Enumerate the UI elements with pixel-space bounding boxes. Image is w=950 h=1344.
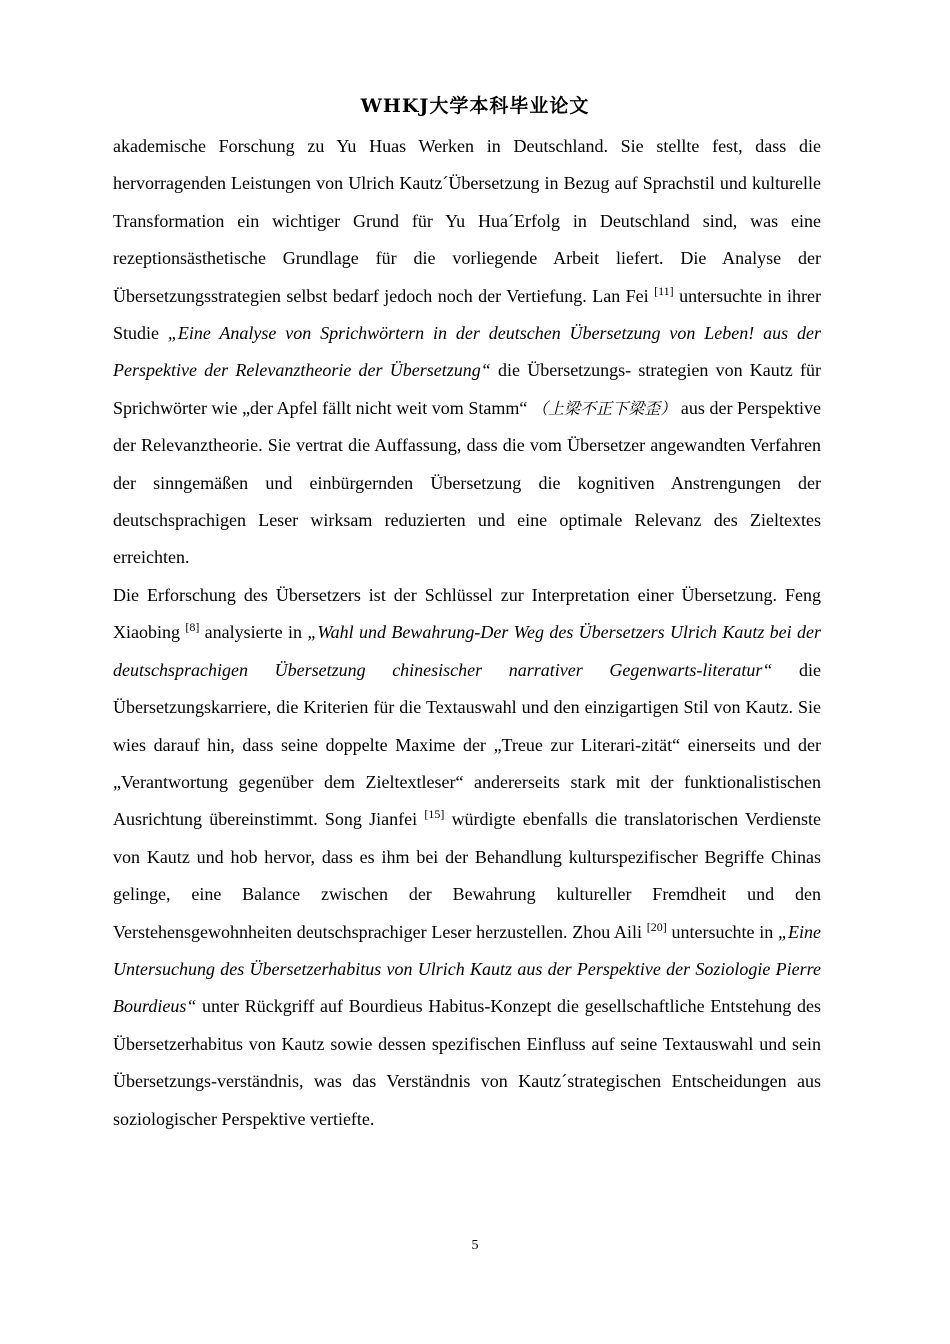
citation: [11] bbox=[654, 283, 674, 298]
citation: [8] bbox=[185, 620, 200, 635]
chinese-proverb: （上梁不正下梁歪） bbox=[531, 398, 677, 418]
text-segment: die Übersetzungs- strategien von Kautz für Sprichwörter wie „der Apfel fällt nicht weit vom Stamm“ bbox=[113, 360, 821, 418]
italic-title: „Wahl und Bewahrung-Der Weg des Übersetzers Ulrich Kautz bei der deutschsprachigen Übersetzung chinesischer narrativer Gegenwarts-literatur“ bbox=[113, 622, 821, 680]
paragraph-2 bbox=[113, 577, 821, 1138]
text-segment: unter Rückgriff auf Bourdieus Habitus-Konzept die gesellschaftliche Entstehung des Übersetzerhabitus von Kautz sowie dessen spezifischen Einfluss auf seine Textauswahl und sein Übersetzungs-verständnis, was das Verständnis von Kautz´strategischen Entscheidungen aus soziologischer Perspektive vertiefte. bbox=[113, 996, 821, 1129]
body-text bbox=[113, 128, 821, 1138]
text-segment: untersuchte in bbox=[666, 921, 778, 942]
text-segment: analysierte in bbox=[199, 622, 308, 643]
italic-title: „Eine Untersuchung des Übersetzerhabitus von Ulrich Kautz aus der Perspektive der Soziologie Pierre Bourdieus“ bbox=[113, 921, 821, 1017]
page-number: 5 bbox=[471, 1238, 479, 1253]
text-segment: akademische Forschung zu Yu Huas Werken in Deutschland. Sie stellte fest, dass die hervorragenden Leistungen von Ulrich Kautz´Übersetzung in Bezug auf Sprachstil und kulturelle Transformation ein wichtiger Grund für Yu Hua´Erfolg in Deutschland sind, was eine rezeptionsästhetische Grundlage für die vorliegende Arbeit liefert. Die Analyse der Übersetzungsstrategien selbst bedarf jedoch noch der Vertiefung. Lan Fei bbox=[113, 136, 821, 306]
text-segment: untersuchte in ihrer Studie bbox=[113, 285, 821, 344]
page-header-title: WHKJ大学本科毕业论文 bbox=[360, 95, 590, 117]
italic-title: „Eine Analyse von Sprichwörtern in der deutschen Übersetzung von Leben! aus der Perspektive der Relevanztheorie der Übersetzung“ bbox=[113, 323, 821, 381]
text-segment: würdigte ebenfalls die translatorischen Verdienste von Kautz und hob hervor, dass es ihm bei der Behandlung kulturspezifischer Begriffe Chinas gelinge, eine Balance zwischen der Bewahrung kultureller Fremdheit und den Verstehensgewohnheiten deutschsprachiger Leser herzustellen. Zhou Aili bbox=[113, 809, 821, 942]
text-segment: aus der Perspektive der Relevanztheorie. Sie vertrat die Auffassung, dass die vom Übersetzer angewandten Verfahren der sinngemäßen und einbürgernden Übersetzung die kognitiven Anstrengungen der deutschsprachigen Leser wirksam reduzierten und eine optimale Relevanz des Zieltextes erreichten. bbox=[113, 397, 821, 568]
text-segment: die Übersetzungskarriere, die Kriterien für die Textauswahl und den einzigartigen Stil von Kautz. Sie wies darauf hin, dass seine doppelte Maxime der „Treue zur Literari-zität“ einerseits und der „Verantwortung gegenüber dem Zieltextleser“ andererseits stark mit der funktionalistischen Ausrichtung übereinstimmt. Song Jianfei bbox=[113, 659, 821, 830]
paragraph-1 bbox=[113, 128, 821, 577]
citation: [15] bbox=[424, 807, 445, 822]
text-segment: Die Erforschung des Übersetzers ist der Schlüssel zur Interpretation einer Übersetzung. Feng Xiaobing bbox=[113, 584, 821, 643]
citation: [20] bbox=[646, 919, 667, 934]
